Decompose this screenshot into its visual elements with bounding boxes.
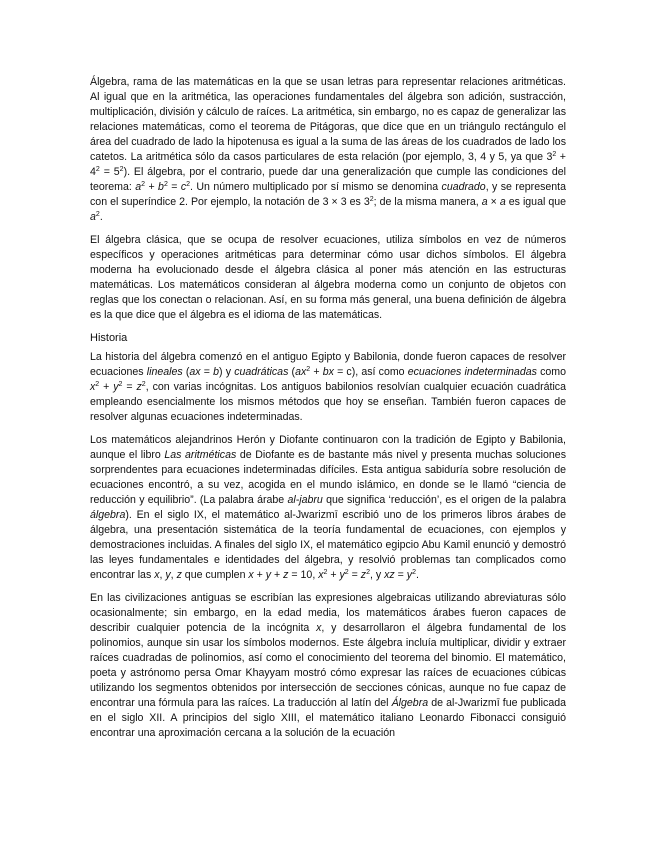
superscript: 2 (323, 569, 328, 576)
superscript: 2 (141, 181, 146, 188)
italic-text: y (165, 569, 171, 581)
italic-text: Álgebra (391, 697, 429, 709)
italic-text: lineales (146, 366, 183, 378)
text-run: + (145, 181, 159, 193)
italic-text: y (265, 569, 272, 581)
text-run: , y (369, 569, 385, 581)
superscript: 2 (141, 381, 146, 388)
superscript: 2 (95, 211, 100, 218)
italic-text: ax (295, 366, 307, 378)
classical-algebra-paragraph (90, 233, 566, 323)
italic-text: cuadrado (441, 181, 486, 193)
text-run: + (327, 569, 340, 581)
section-heading: Historia (90, 332, 128, 344)
text-run: = (122, 381, 137, 393)
superscript: 2 (412, 569, 416, 576)
superscript: 2 (344, 569, 349, 576)
text-run: Los matemáticos alejandrinos Herón y Diofante continuaron con la tradición de Egipto y Babilonia, aunque el libro (90, 434, 566, 461)
text-run: ). En el siglo IX, el matemático al-Jwarizmī escribió uno de los primeros libros árabes de álgebra, una presentación sistemática de la teoría fundamental de ecuaciones, con ejemplos y demostraciones incluidas. A finales del siglo IX, el matemático egipcio Abu Kamil enunció y demostró las leyes fundamentales e identidades del álgebra, y resolvió problemas tan complicados como encontrar las (90, 509, 566, 581)
text-run: que cumplen (181, 569, 249, 581)
italic-text: al-jabru (287, 494, 323, 506)
superscript: 2 (118, 381, 123, 388)
text-run: = (394, 569, 407, 581)
superscript: 2 (186, 181, 191, 188)
history-alexandria-paragraph (90, 433, 566, 583)
superscript: 2 (366, 569, 370, 576)
italic-text: z (360, 569, 367, 581)
text-run: , y desarrollaron el álgebra fundamental de los polinomios, aunque sin usar los símbolos modernos. Este álgebra incluía multiplicar, dividir y extraer raíces cuadradas de polinomios, así como el conocimiento del teorema del binomio. El matemático, poeta y astrónomo persa Omar Khayyam mostró cómo expresar las raíces de ecuaciones cúbicas utilizando los segmentos obtenidos por intersección de secciones cónicas, aunque no fue capaz de encontrar una fórmula para las raíces. La traducción al latín del (90, 622, 566, 709)
text-run: ). El álgebra, por el contrario, puede dar una generalización que cumple las condiciones del teorema: (90, 166, 566, 193)
italic-text: y (339, 569, 345, 581)
text-run: ; de la misma manera, (373, 196, 482, 208)
text-run: + (99, 381, 114, 393)
text-run: de Diofante es de bastante más nivel y presenta muchas soluciones sorprendentes para ecuaciones indeterminadas difíciles. Esta antigua sabiduría sobre resolución de ecuaciones encontró, a su vez, acogida en el mundo islámico, en donde se le llamó “ciencia de reducción y equilibrio”. (La palabra árabe (90, 449, 566, 506)
text-run: + (310, 366, 323, 378)
italic-text: a (481, 196, 488, 208)
text-run: = 10, (288, 569, 319, 581)
italic-text: z (283, 569, 289, 581)
italic-text: a (499, 196, 506, 208)
superscript: 2 (369, 196, 374, 203)
italic-text: álgebra (90, 509, 126, 521)
italic-text: a (90, 211, 96, 223)
italic-text: Las aritméticas (164, 449, 237, 461)
text-run: En las civilizaciones antiguas se escribían las expresiones algebraicas utilizando abreviaturas sólo ocasionalmente; sin embargo, en la edad media, los matemáticos árabes fueron capaces de describir cualquier potencia de la incógnita (90, 592, 566, 634)
text-run: . (416, 569, 419, 581)
text-run: = c), así como (333, 366, 408, 378)
text-run: + (271, 569, 284, 581)
italic-text: x (318, 569, 324, 581)
italic-text: z (136, 381, 142, 393)
italic-text: ecuaciones indeterminadas (407, 366, 537, 378)
superscript: 2 (95, 166, 100, 173)
text-run: = (348, 569, 361, 581)
history-medieval-paragraph (90, 591, 566, 741)
italic-text: ax (189, 366, 201, 378)
text-run: = 5 (99, 166, 120, 178)
italic-text: cuadráticas (234, 366, 289, 378)
italic-text: x (316, 622, 322, 634)
text-run: , y se representa con el superíndice 2. Por ejemplo, la notación de 3 × 3 es 3 (90, 181, 566, 208)
text-run: de al-Jwarizmī fue publicada en el siglo XII. A principios del siglo XIII, el matemático italiano Leonardo Fibonacci consiguió encontrar una aproximación cercana a la solución de la ecuación (90, 697, 567, 739)
superscript: 2 (119, 166, 124, 173)
text-run: , con varias incógnitas. Los antiguos babilonios resolvían cualquier ecuación cuadrática empleando esencialmente los mismos métodos que hoy se enseñan. También fueron capaces de resolver algunas ecuaciones indeterminadas. (90, 381, 566, 423)
text-run: Álgebra, rama de las matemáticas en la que se usan letras para representar relaciones aritméticas. Al igual que en la aritmética, las operaciones fundamentales del álgebra son adición, sustracción, multiplicación, división y cálculo de raíces. La aritmética, sin embargo, no es capaz de generalizar las relaciones matemáticas, como el teorema de Pitágoras, que dice que en un triángulo rectángulo el área del cuadrado de lado la hipotenusa es igual a la suma de las áreas de los cuadrados de lado los catetos. La aritmética sólo da casos particulares de esta relación (por ejemplo, 3, 4 y 5, ya que 3 (90, 76, 566, 163)
text-run: , (170, 569, 177, 581)
superscript: 2 (306, 366, 311, 373)
text-run: . (99, 211, 103, 223)
italic-text: x (90, 381, 96, 393)
intro-paragraph (90, 75, 566, 225)
italic-text: bx (322, 366, 334, 378)
italic-text: x (154, 569, 160, 581)
italic-text: x (248, 569, 254, 581)
document-page (90, 75, 566, 749)
text-run: El álgebra clásica, que se ocupa de resolver ecuaciones, utiliza símbolos en vez de números específicos y operaciones aritméticas para determinar cómo usar dichos símbolos. El álgebra moderna ha evolucionado desde el álgebra clásica al poner más atención en las estructuras matemáticas. Los matemáticos consideran al álgebra moderna como un conjunto de objetos con reglas que los conectan o relacionan. Así, en su forma más general, una buena definición de álgebra es la que dice que el álgebra es el idioma de las matemáticas. (90, 234, 566, 321)
italic-text: c (180, 181, 187, 193)
superscript: 2 (95, 381, 100, 388)
italic-text: z (176, 569, 182, 581)
text-run: = (200, 366, 214, 378)
history-egypt-paragraph (90, 350, 566, 425)
text-run: ( (288, 366, 296, 378)
superscript: 2 (552, 151, 557, 158)
text-run: . Un número multiplicado por sí mismo se denomina (190, 181, 442, 193)
superscript: 2 (163, 181, 168, 188)
italic-text: b (213, 366, 220, 378)
italic-text: xz (384, 569, 395, 581)
text-run: = (167, 181, 181, 193)
text-run: como (536, 366, 566, 378)
text-run: , (159, 569, 166, 581)
text-run: ) y (219, 366, 235, 378)
italic-text: y (406, 569, 413, 581)
text-run: que significa ‘reducción’, es el origen de la palabra (322, 494, 566, 506)
text-run: ( (182, 366, 190, 378)
text-run: + 4 (90, 151, 566, 178)
italic-text: a (135, 181, 142, 193)
text-run: × (487, 196, 500, 208)
italic-text: b (158, 181, 164, 193)
italic-text: y (113, 381, 119, 393)
text-run: La historia del álgebra comenzó en el antiguo Egipto y Babilonia, donde fueron capaces de resolver ecuaciones (90, 351, 566, 378)
text-run: es igual que (505, 196, 567, 208)
text-run: + (253, 569, 266, 581)
